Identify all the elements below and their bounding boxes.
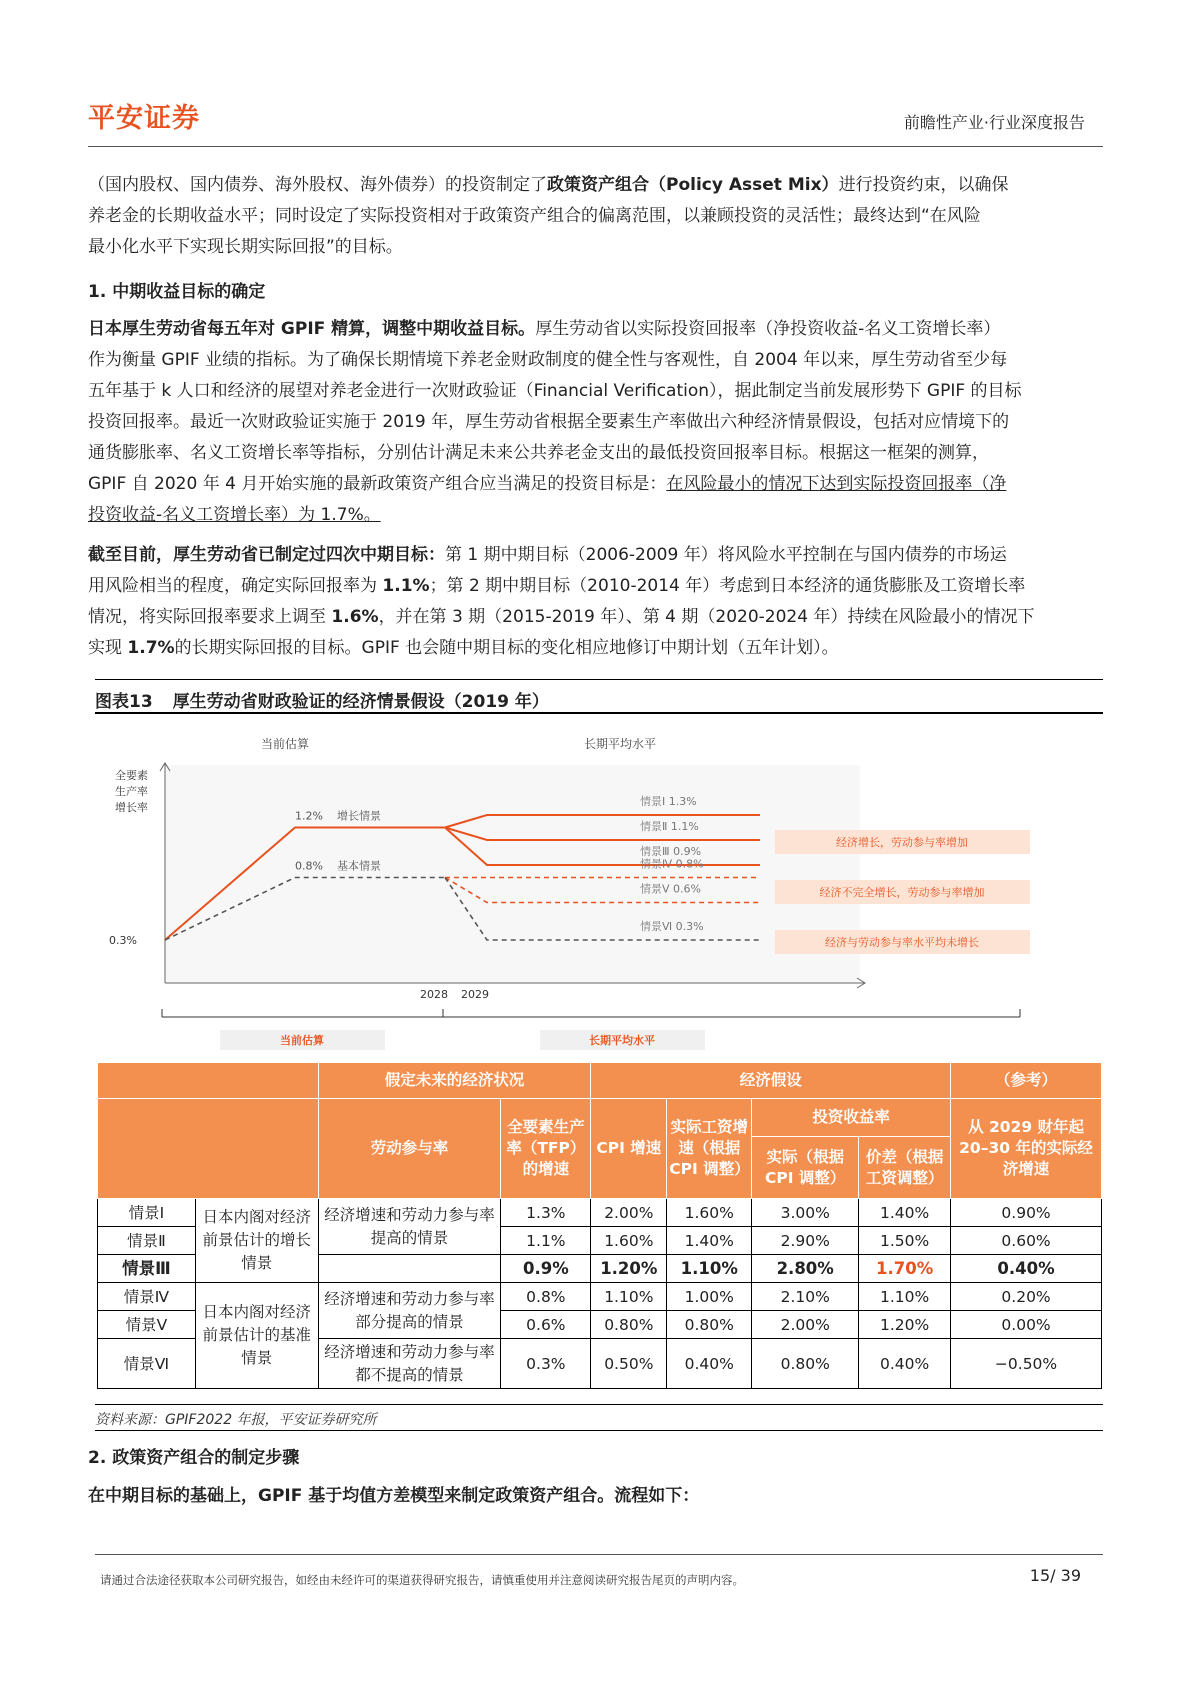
group-tag-3: 经济与劳动参与率水平均未增长 [825, 936, 979, 949]
section-2-heading: 2. 政策资产组合的制定步骤 [88, 1448, 300, 1468]
table-row: 情景Ⅱ 1.1% 1.60% 1.40% 2.90% 1.50% 0.60% [98, 1227, 1102, 1255]
header-rule [88, 146, 1103, 147]
section-1-paragraph-1: 日本厚生劳动省每五年对 GPIF 精算，调整中期收益目标。厚生劳动省以实际投资回报率（净投资收益-名义工资增长率） 作为衡量 GPIF 业绩的指标。为了确保长期情境下养老金财政制度的健全性与客观性，自 2004 年以来，厚生劳动省至少每 五年基于 k 人口和经济的展望对养老金进行一次财政验证（Financial Verification），据此制定当前发展形势下 GPIF 的目标 投资回报率。最近一次财政验证实施于 2019 年，厚生劳动省根据全要素生产率做出六种经济情景假设，包括对应情境下的 通货膨胀率、名义工资增长率等指标，分别估计满足未来公共养老金支出的最低投资回报率目标。根据这一框架的测算， GPIF 自 2020 年 4 月开始实施的最新政策资产组合应当满足的投资目标是：在风险最小的情况下达到实际投资回报率（净 投资收益-名义工资增长率）为 1.7%。 [88, 319, 1022, 525]
table-row: 情景Ⅳ 日本内阁对经济前景估计的基准情景 经济增速和劳动力参与率部分提高的情景 0.8% 1.10% 1.00% 2.10% 1.10% 0.20% [98, 1283, 1102, 1311]
chart-section-title-longterm: 长期平均水平 [583, 737, 657, 751]
th-blank-2 [98, 1099, 319, 1199]
th-labor: 劳动参与率 [318, 1099, 501, 1199]
series-growth-value: 1.2% [295, 809, 323, 823]
th-real: 实际（根据 CPI 调整） [752, 1137, 859, 1199]
chart-start-label: 0.3% [109, 934, 137, 947]
segment-longterm-label: 长期平均水平 [589, 1034, 655, 1047]
table-row: 情景Ⅴ 0.6% 0.80% 0.80% 2.00% 1.20% 0.00% [98, 1311, 1102, 1339]
th-ref: （参考） [951, 1063, 1102, 1099]
th-spread: 价差（根据工资调整） [859, 1137, 951, 1199]
chart-section-title-current: 当前估算 [260, 737, 310, 751]
chart-ylabel-2: 生产率 [115, 785, 148, 798]
th-wage: 实际工资增速（根据 CPI 调整） [667, 1099, 752, 1199]
report-type: 前瞻性产业·行业深度报告 [903, 113, 1085, 132]
footer-disclaimer: 请通过合法途径获取本公司研究报告，如经由未经许可的渠道获得研究报告，请慎重使用并注意阅读研究报告尾页的声明内容。 [100, 1573, 744, 1587]
section-1-paragraph-2: 截至目前，厚生劳动省已制定过四次中期目标：第 1 期中期目标（2006-2009 年）将风险水平控制在与国内债券的市场运 用风险相当的程度，确定实际回报率为 1.1%；第 2 期中期目标（2010-2014 年）考虑到日本经济的通货膨胀及工资增长率 情况，将实际回报率要求上调至 1.6%，并在第 3 期（2015-2019 年）、第 4 期（2020-2024 年）持续在风险最小的情况下 实现 1.7%的长期实际回报的目标。GPIF 也会随中期目标的变化相应地修订中期计划（五年计划）。 [88, 545, 1035, 658]
chart-ylabel-3: 增长率 [115, 801, 148, 814]
figure-top-rule [95, 679, 1103, 680]
chart-ylabel-1: 全要素 [115, 769, 148, 782]
th-tfp: 全要素生产率（TFP）的增速 [501, 1099, 591, 1199]
group-tag-1: 经济增长，劳动参与率增加 [836, 836, 968, 849]
table-row: 情景Ⅵ 经济增速和劳动力参与率都不提高的情景 0.3% 0.50% 0.40% 0.80% 0.40% −0.50% [98, 1339, 1102, 1389]
group-baseline: 日本内阁对经济前景估计的基准情景 [195, 1283, 318, 1389]
scenario-chart [95, 725, 1105, 1060]
figure-bottom-rule [95, 1404, 1103, 1405]
labor-partial: 经济增速和劳动力参与率部分提高的情景 [318, 1283, 501, 1339]
labor-high: 经济增速和劳动力参与率提高的情景 [318, 1199, 501, 1255]
group-growth: 日本内阁对经济前景估计的增长情景 [195, 1199, 318, 1283]
th-future: 假定未来的经济状况 [318, 1063, 591, 1099]
section-2-lead: 在中期目标的基础上，GPIF 基于均值方差模型来制定政策资产组合。流程如下： [88, 1486, 700, 1506]
th-assumption: 经济假设 [591, 1063, 951, 1099]
series-base-value: 0.8% [295, 859, 323, 873]
page-number: 15/ 39 [1029, 1566, 1081, 1585]
scenario-label-3: 情景Ⅲ 0.9% [640, 845, 702, 858]
scenario-label-6: 情景Ⅵ 0.3% [640, 920, 704, 933]
source-rule [95, 1430, 1103, 1431]
th-cpi: CPI 增速 [591, 1099, 667, 1199]
figure-title: 图表13 厚生劳动省财政验证的经济情景假设（2019 年） [95, 692, 549, 712]
figure-source: 资料来源：GPIF2022 年报，平安证券研究所 [95, 1412, 377, 1428]
x-tick-2029: 2029 [461, 988, 489, 1001]
intro-paragraph: （国内股权、国内债券、海外股权、海外债券）的投资制定了政策资产组合（Policy Asset Mix）进行投资约束，以确保 养老金的长期收益水平；同时设定了实际投资相对于政策资产组合的偏离范围，以兼顾投资的灵活性；最终达到“在风险 最小化水平下实现长期实际回报”的目标。 [88, 175, 1009, 257]
figure-title-rule [95, 712, 1103, 714]
series-growth-name: 增长情景 [337, 809, 381, 823]
th-growth: 从 2029 财年起 20–30 年的实际经济增速 [951, 1099, 1102, 1199]
table-row-highlight: 情景Ⅲ 0.9% 1.20% 1.10% 2.80% 1.70% 0.40% [98, 1255, 1102, 1283]
footer-rule [95, 1554, 1103, 1555]
scenario-label-4: 情景Ⅳ 0.8% [640, 857, 704, 871]
scenario-label-5: 情景Ⅴ 0.6% [640, 882, 701, 896]
chart-group-tags [775, 830, 1030, 954]
section-1-heading: 1. 中期收益目标的确定 [88, 282, 266, 302]
scenario-label-1: 情景Ⅰ 1.3% [640, 795, 697, 808]
table-row: 情景Ⅰ 日本内阁对经济前景估计的增长情景 经济增速和劳动力参与率提高的情景 1.3% 2.00% 1.60% 3.00% 1.40% 0.90% [98, 1199, 1102, 1227]
segment-current-label: 当前估算 [280, 1034, 324, 1047]
scenario-label-2: 情景Ⅱ 1.1% [640, 820, 699, 833]
th-return: 投资收益率 [752, 1099, 951, 1137]
chart-plot-background [165, 765, 860, 983]
series-base-name: 基本情景 [337, 859, 381, 873]
brand-logo: 平安证券 [88, 103, 200, 134]
th-blank [98, 1063, 319, 1099]
x-tick-2028: 2028 [420, 988, 448, 1001]
scenario-table [97, 1062, 1102, 1389]
group-tag-2: 经济不完全增长，劳动参与率增加 [819, 886, 985, 899]
labor-none: 经济增速和劳动力参与率都不提高的情景 [318, 1339, 501, 1389]
